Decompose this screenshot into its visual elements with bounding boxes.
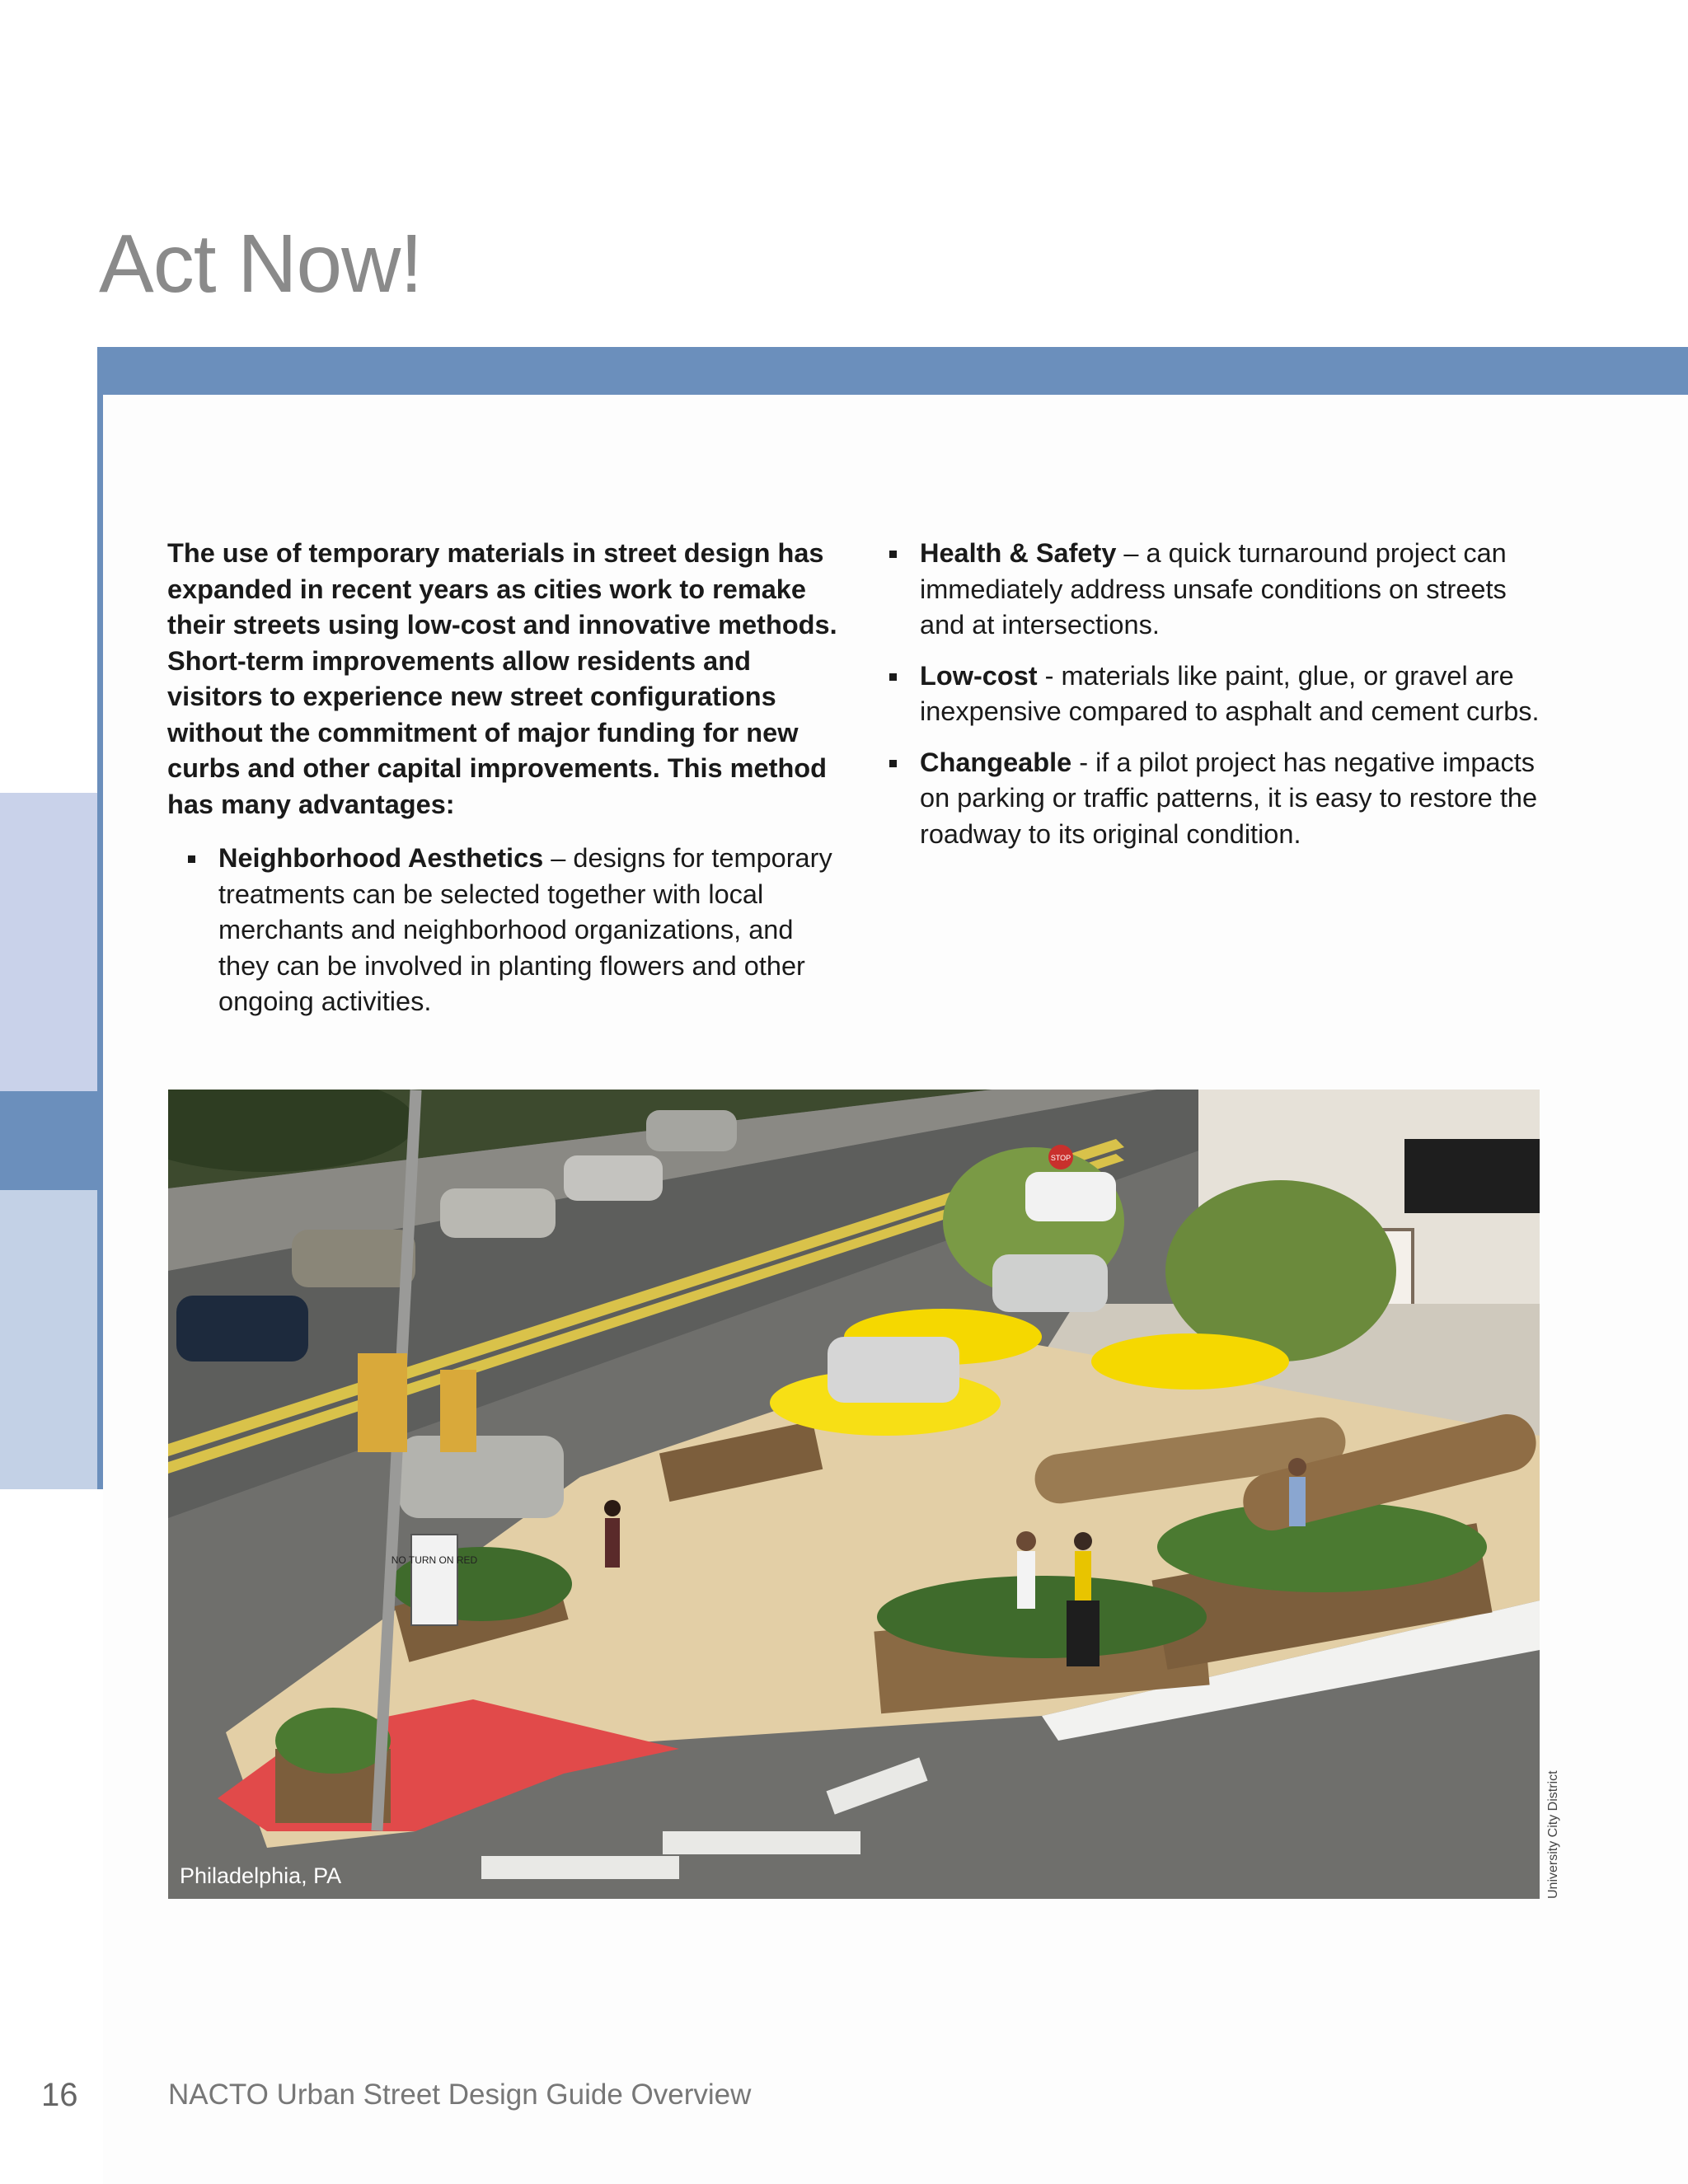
page-number: 16 (41, 2077, 78, 2113)
bullet-square-icon (889, 551, 897, 558)
page-title: Act Now! (99, 218, 423, 310)
advantage-term: Neighborhood Aesthetics (218, 843, 544, 873)
advantage-separator: - (1071, 747, 1096, 777)
photo-illustration (168, 1090, 1540, 1899)
bullet-square-icon (889, 760, 897, 767)
list-item (886, 745, 1545, 853)
parklet-photo (168, 1090, 1540, 1899)
advantage-term: Low-cost (920, 660, 1038, 691)
photo-caption: Philadelphia, PA (180, 1863, 342, 1888)
advantage-separator: – (543, 843, 574, 873)
photo-credit: University City District (1546, 1770, 1560, 1899)
advantage-separator: - (1037, 660, 1062, 691)
advantage-text: if a pilot project has negative impacts on parking or traffic patterns, it is easy to restore the roadway to its original condition. (920, 747, 1538, 849)
advantage-text: materials like paint, glue, or gravel are inexpensive compared to asphalt and cement curbs. (920, 660, 1540, 726)
advantages-list-left (185, 841, 843, 1020)
advantage-separator: – (1116, 538, 1146, 568)
chapter-tab-lower (0, 1190, 97, 1489)
section-left-rule (97, 395, 103, 1489)
list-item (886, 536, 1545, 644)
advantage-term: Health & Safety (920, 538, 1117, 568)
list-item (185, 841, 843, 1020)
left-column (167, 536, 843, 1035)
list-item (886, 658, 1545, 730)
advantage-text: a quick turnaround project can immediately address unsafe conditions on streets and at intersections. (920, 538, 1507, 640)
advantage-term: Changeable (920, 747, 1072, 777)
section-header-bar (97, 347, 1688, 395)
chapter-tab-active (0, 1091, 97, 1190)
bullet-square-icon (889, 673, 897, 681)
sign-text: NO TURN ON RED (391, 1554, 478, 1566)
stop-sign-text: STOP (1050, 1154, 1071, 1162)
chapter-tab-upper (0, 793, 97, 1091)
right-column (886, 536, 1545, 867)
running-footer: NACTO Urban Street Design Guide Overview (168, 2079, 752, 2111)
advantage-text: designs for temporary treatments can be selected together with local merchants and neighborhood organizations, and they can be involved in planting flowers and other ongoing activities. (218, 843, 832, 1016)
bullet-square-icon (188, 855, 195, 863)
intro-paragraph: The use of temporary materials in street design has expanded in recent years as cities work to remake their streets using low-cost and innovative methods. Short-term improvements allow residents and visitors to experience new street configurations without the commitment of major funding for new curbs and other capital improvements. This method has many advantages: (167, 538, 837, 819)
advantages-list-right (886, 536, 1545, 852)
